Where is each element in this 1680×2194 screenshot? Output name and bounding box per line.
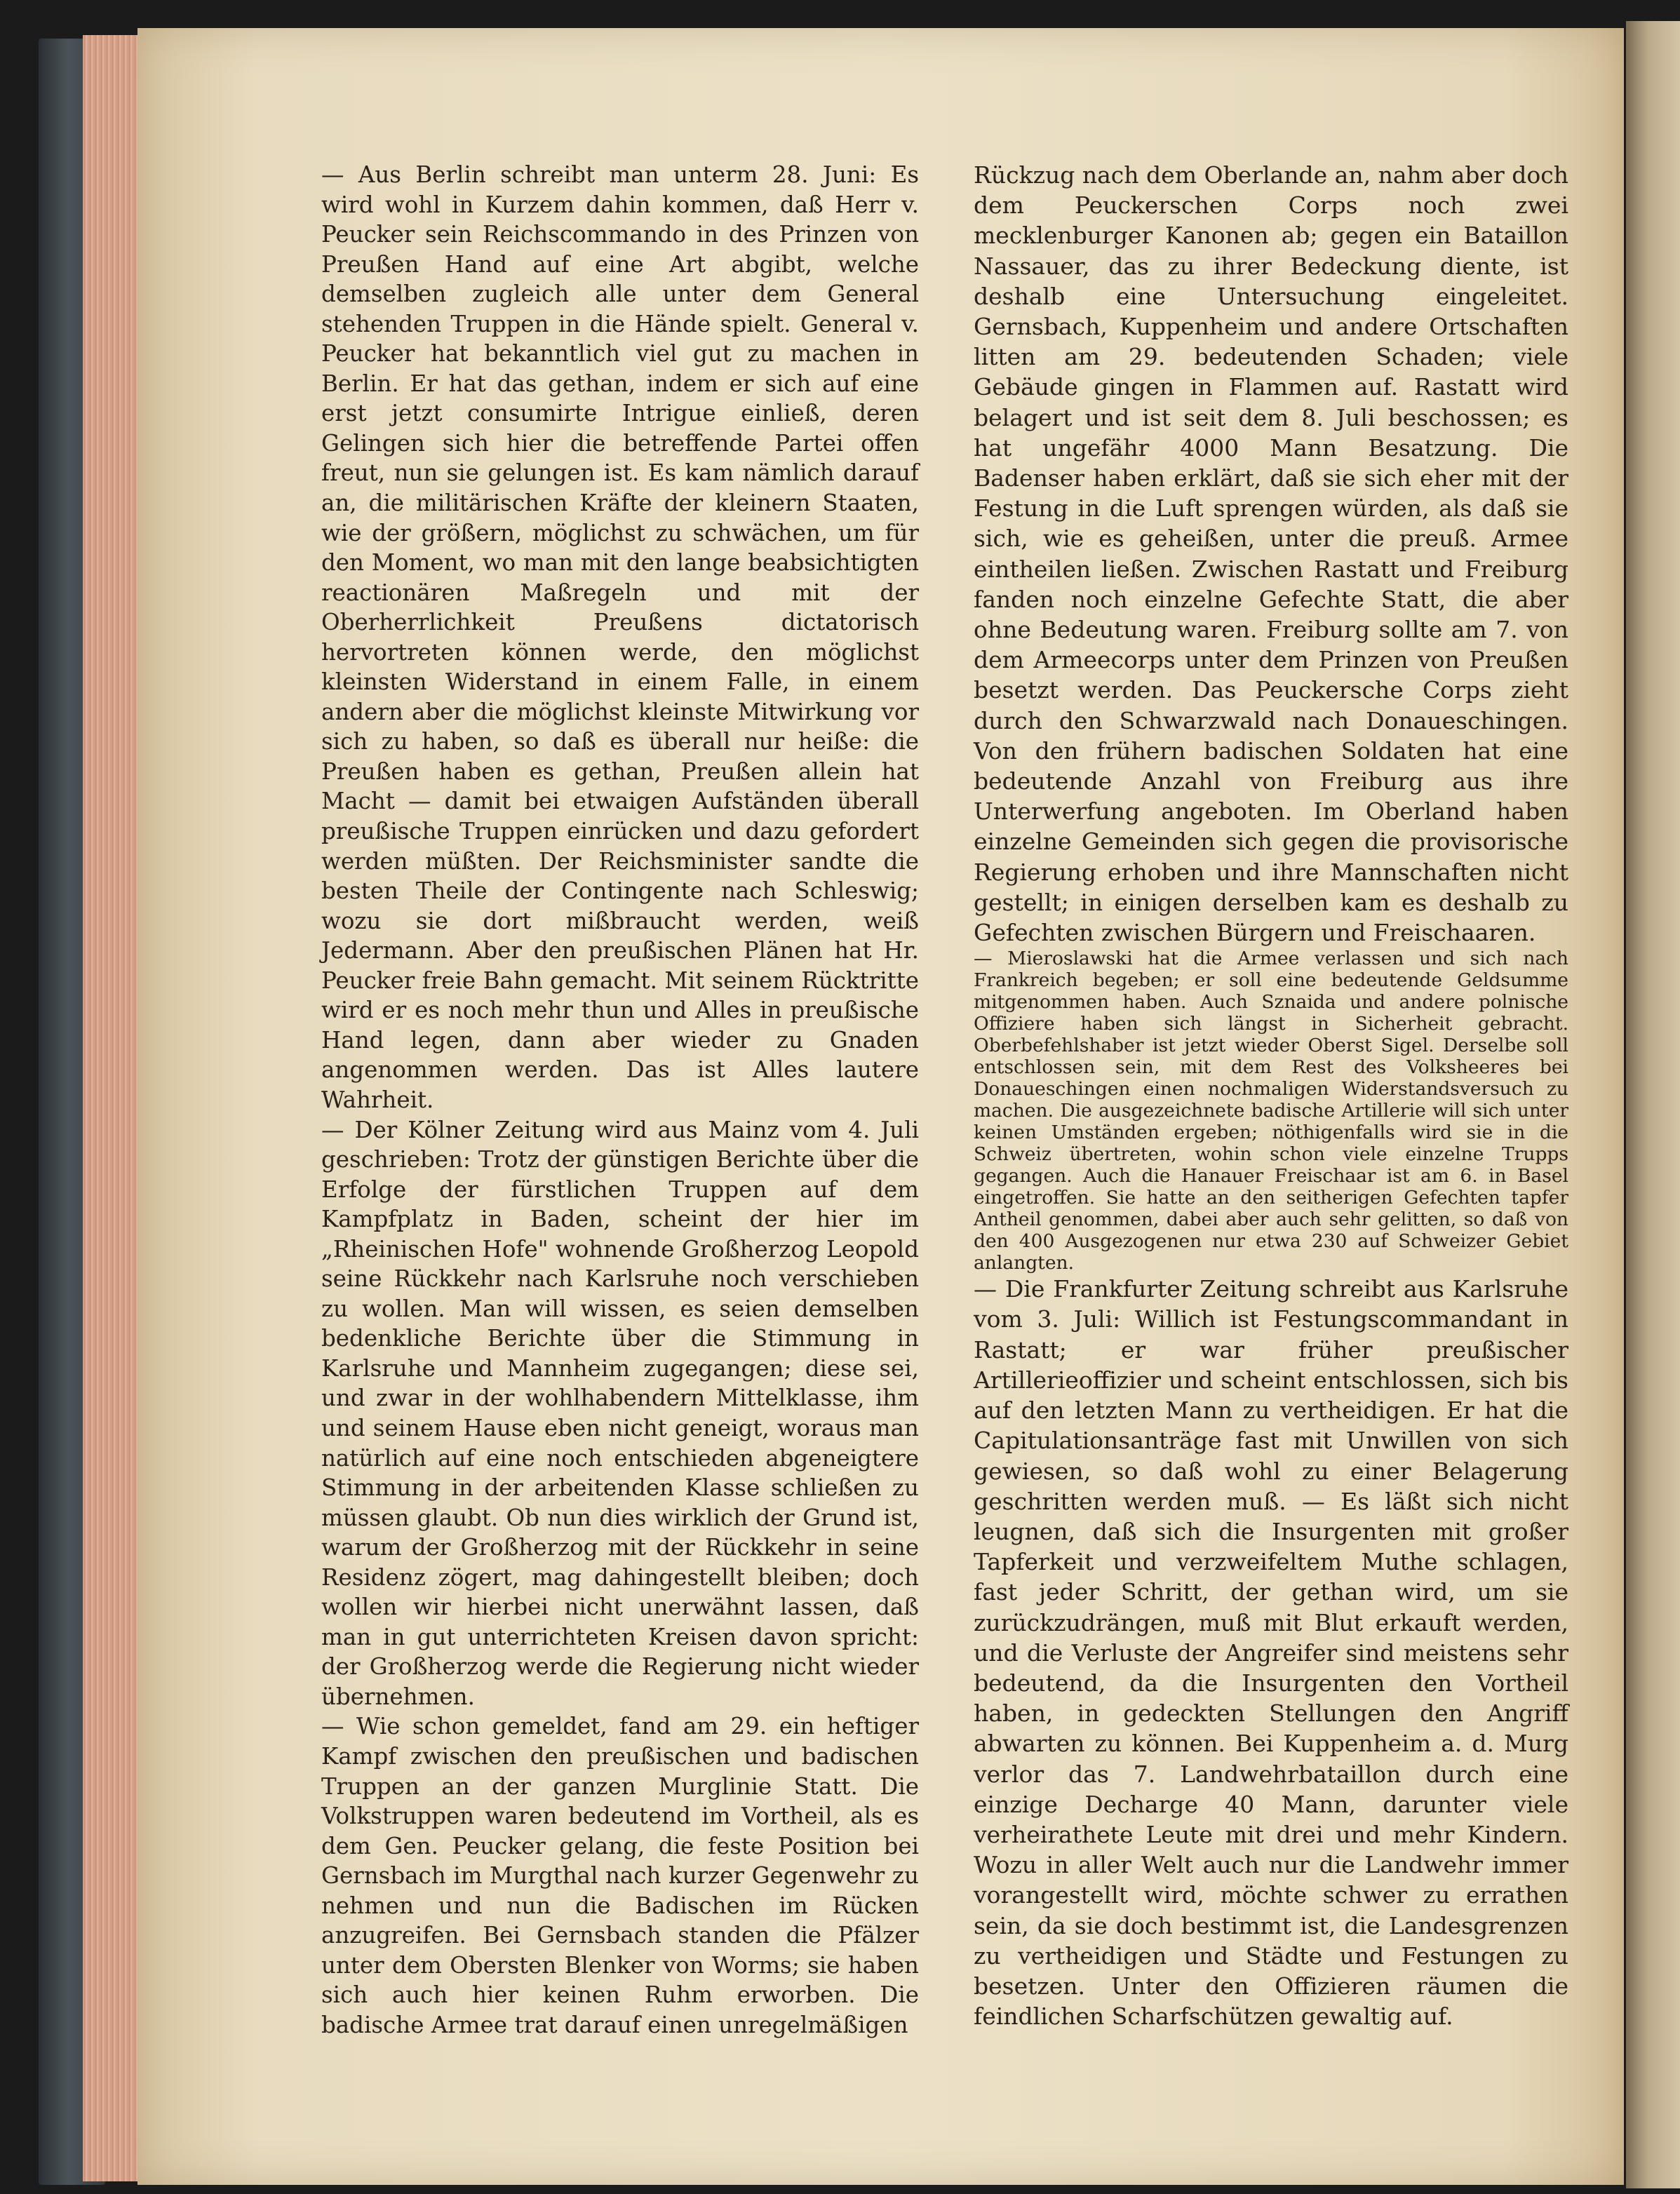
article-murglinie: — Wie schon gemeldet, fand am 29. ein heftiger Kampf zwischen den preußischen und badischen Truppen an der ganzen Murglinie Statt. Die Volkstruppen waren bedeutend im Vortheil, als es dem Gen. Peucker gelang, die feste Position bei Gernsbach im Murgthal nach kurzer Gegenwehr zu nehmen und nun die Badischen im Rücken anzugreifen. Bei Gernsbach standen die Pfälzer unter dem Obersten Blenker von Worms; sie haben sich auch hier keinen Ruhm erworben. Die badische Armee trat darauf einen unregelmäßigen (321, 1713, 919, 2038)
article-frankfurter-zeitung: — Die Frankfurter Zeitung schreibt aus Karlsruhe vom 3. Juli: Willich ist Festungscommandant in Rastatt; er war früher preußischer Artillerieoffizier und scheint entschlossen, sich bis auf den letzten Mann zu vertheidigen. Er hat die Capitulationsanträge fast mit Unwillen von sich gewiesen, so daß wohl zu einer Belagerung geschritten werden muß. — Es läßt sich nicht leugnen, daß sich die Insurgenten mit großer Tapferkeit und verzweifeltem Muthe schlagen, fast jeder Schritt, der gethan wird, um sie zurückzudrängen, muß mit Blut erkauft werden, und die Verluste der Angreifer sind meistens sehr bedeutend, da die Insurgenten den Vortheil haben, in gedeckten Stellungen den Angriff abwarten zu können. Bei Kuppenheim a. d. Murg verlor das 7. Landwehrbataillon durch eine einzige Decharge 40 Mann, darunter viele verheirathete Leute mit drei und mehr Kindern. Wozu in aller Welt auch nur die Landwehr immer vorangestellt wird, möchte schwer zu errathen sein, da sie doch bestimmt ist, die Landesgrenzen zu vertheidigen und Städte und Festungen zu besetzen. Unter den Offizieren räumen die feindlichen Scharfschützen gewaltig auf. (974, 1275, 1568, 2031)
article-rueckzug: Rückzug nach dem Oberlande an, nahm aber doch dem Peuckerschen Corps noch zwei mecklenburger Kanonen ab; gegen ein Bataillon Nassauer, das zu ihrer Bedeckung diente, ist deshalb eine Untersuchung eingeleitet. Gernsbach, Kuppenheim und andere Ortschaften litten am 29. bedeutenden Schaden; viele Gebäude gingen in Flammen auf. Rastatt wird belagert und ist seit dem 8. Juli beschossen; es hat ungefähr 4000 Mann Besatzung. Die Badenser haben erklärt, daß sie sich eher mit der Festung in die Luft sprengen würden, als daß sie sich, wie es geheißen, unter die preuß. Armee eintheilen ließen. Zwischen Rastatt und Freiburg fanden noch einzelne Gefechte Statt, die aber ohne Bedeutung waren. Freiburg sollte am 7. von dem Armeecorps unter dem Prinzen von Preußen besetzt werden. Das Peuckersche Corps zieht durch den Schwarzwald nach Donaueschingen. Von den frühern badischen Soldaten hat eine bedeutende Anzahl von Freiburg aus ihre Unterwerfung angeboten. Im Oberland haben einzelne Gemeinden sich gegen die provisorische Regierung erhoben und ihre Mannschaften nicht gestellt; in einigen derselben kam es deshalb zu Gefechten zwischen Bürgern und Freischaaren. (974, 161, 1568, 947)
right-column (974, 160, 1568, 2031)
facing-page-edge (1626, 21, 1680, 2188)
article-mieroslawski: — Mieroslawski hat die Armee verlassen und sich nach Frankreich begeben; er soll eine bedeutende Geldsumme mitgenommen haben. Auch Sznaida und andere polnische Offiziere haben sich längst in Sicherheit gebracht. Oberbefehlshaber ist jetzt wieder Oberst Sigel. Derselbe soll entschlossen sein, mit dem Rest des Volksheeres bei Donaueschingen einen nochmaligen Widerstandsversuch zu machen. Die ausgezeichnete badische Artillerie will sich unter keinen Umständen ergeben; nöthigenfalls wird sie in die Schweiz übertreten, wohin schon viele einzelne Trupps gegangen. Auch die Hanauer Freischaar ist am 6. in Basel eingetroffen. Sie hatte an den seitherigen Gefechten tapfer Antheil genommen, dabei aber auch sehr gelitten, so daß von den 400 Ausgezogenen nur etwa 230 auf Schweizer Gebiet anlangten. (974, 948, 1568, 1274)
left-column (321, 160, 919, 2040)
article-berlin: — Aus Berlin schreibt man unterm 28. Juni: Es wird wohl in Kurzem dahin kommen, daß Herr v. Peucker sein Reichscommando in des Prinzen von Preußen Hand auf eine Art abgibt, welche demselben zugleich alle unter dem General stehenden Truppen in die Hände spielt. General v. Peucker hat bekanntlich viel gut zu machen in Berlin. Er hat das gethan, indem er sich auf eine erst jetzt consumirte Intrigue einließ, deren Gelingen sich hier die betreffende Partei offen freut, nun sie gelungen ist. Es kam nämlich darauf an, die militärischen Kräfte der kleinern Staaten, wie der größern, möglichst zu schwächen, um für den Moment, wo man mit den lange beabsichtigten reactionären Maßregeln und mit der Oberherrlichkeit Preußens dictatorisch hervortreten können werde, den möglichst kleinsten Widerstand in einem Falle, in einem andern aber die möglichst kleinste Mitwirkung vor sich zu haben, so daß es überall nur heiße: die Preußen haben es gethan, Preußen allein hat Macht — damit bei etwaigen Aufständen überall preußische Truppen einrücken und dazu gefordert werden müßten. Der Reichsminister sandte die besten Theile der Contingente nach Schleswig; wozu sie dort mißbraucht werden, weiß Jedermann. Aber den preußischen Plänen hat Hr. Peucker freie Bahn gemacht. Mit seinem Rücktritte wird er es noch mehr thun und Alles in preußische Hand legen, dann aber wieder zu Gnaden angenommen werden. Das ist Alles lautere Wahrheit. (321, 161, 919, 1113)
article-koelner-zeitung: — Der Kölner Zeitung wird aus Mainz vom 4. Juli geschrieben: Trotz der günstigen Berichte über die Erfolge der fürstlichen Truppen auf dem Kampfplatz in Baden, scheint der hier im „Rheinischen Hofe" wohnende Großherzog Leopold seine Rückkehr nach Karlsruhe noch verschieben zu wollen. Man will wissen, es seien demselben bedenkliche Berichte über die Stimmung in Karlsruhe und Mannheim zugegangen; diese sei, und zwar in der wohlhabendern Mittelklasse, ihm und seinem Hause eben nicht geneigt, woraus man natürlich auf eine noch entschieden abgeneigtere Stimmung in der arbeitenden Klasse schließen zu müssen glaubt. Ob nun dies wirklich der Grund ist, warum der Großherzog mit der Rückkehr in seine Residenz zögert, mag dahingestellt bleiben; doch wollen wir hierbei nicht unerwähnt lassen, daß man in gut unterrichteten Kreisen davon spricht: der Großherzog werde die Regierung nicht wieder übernehmen. (321, 1116, 919, 1710)
